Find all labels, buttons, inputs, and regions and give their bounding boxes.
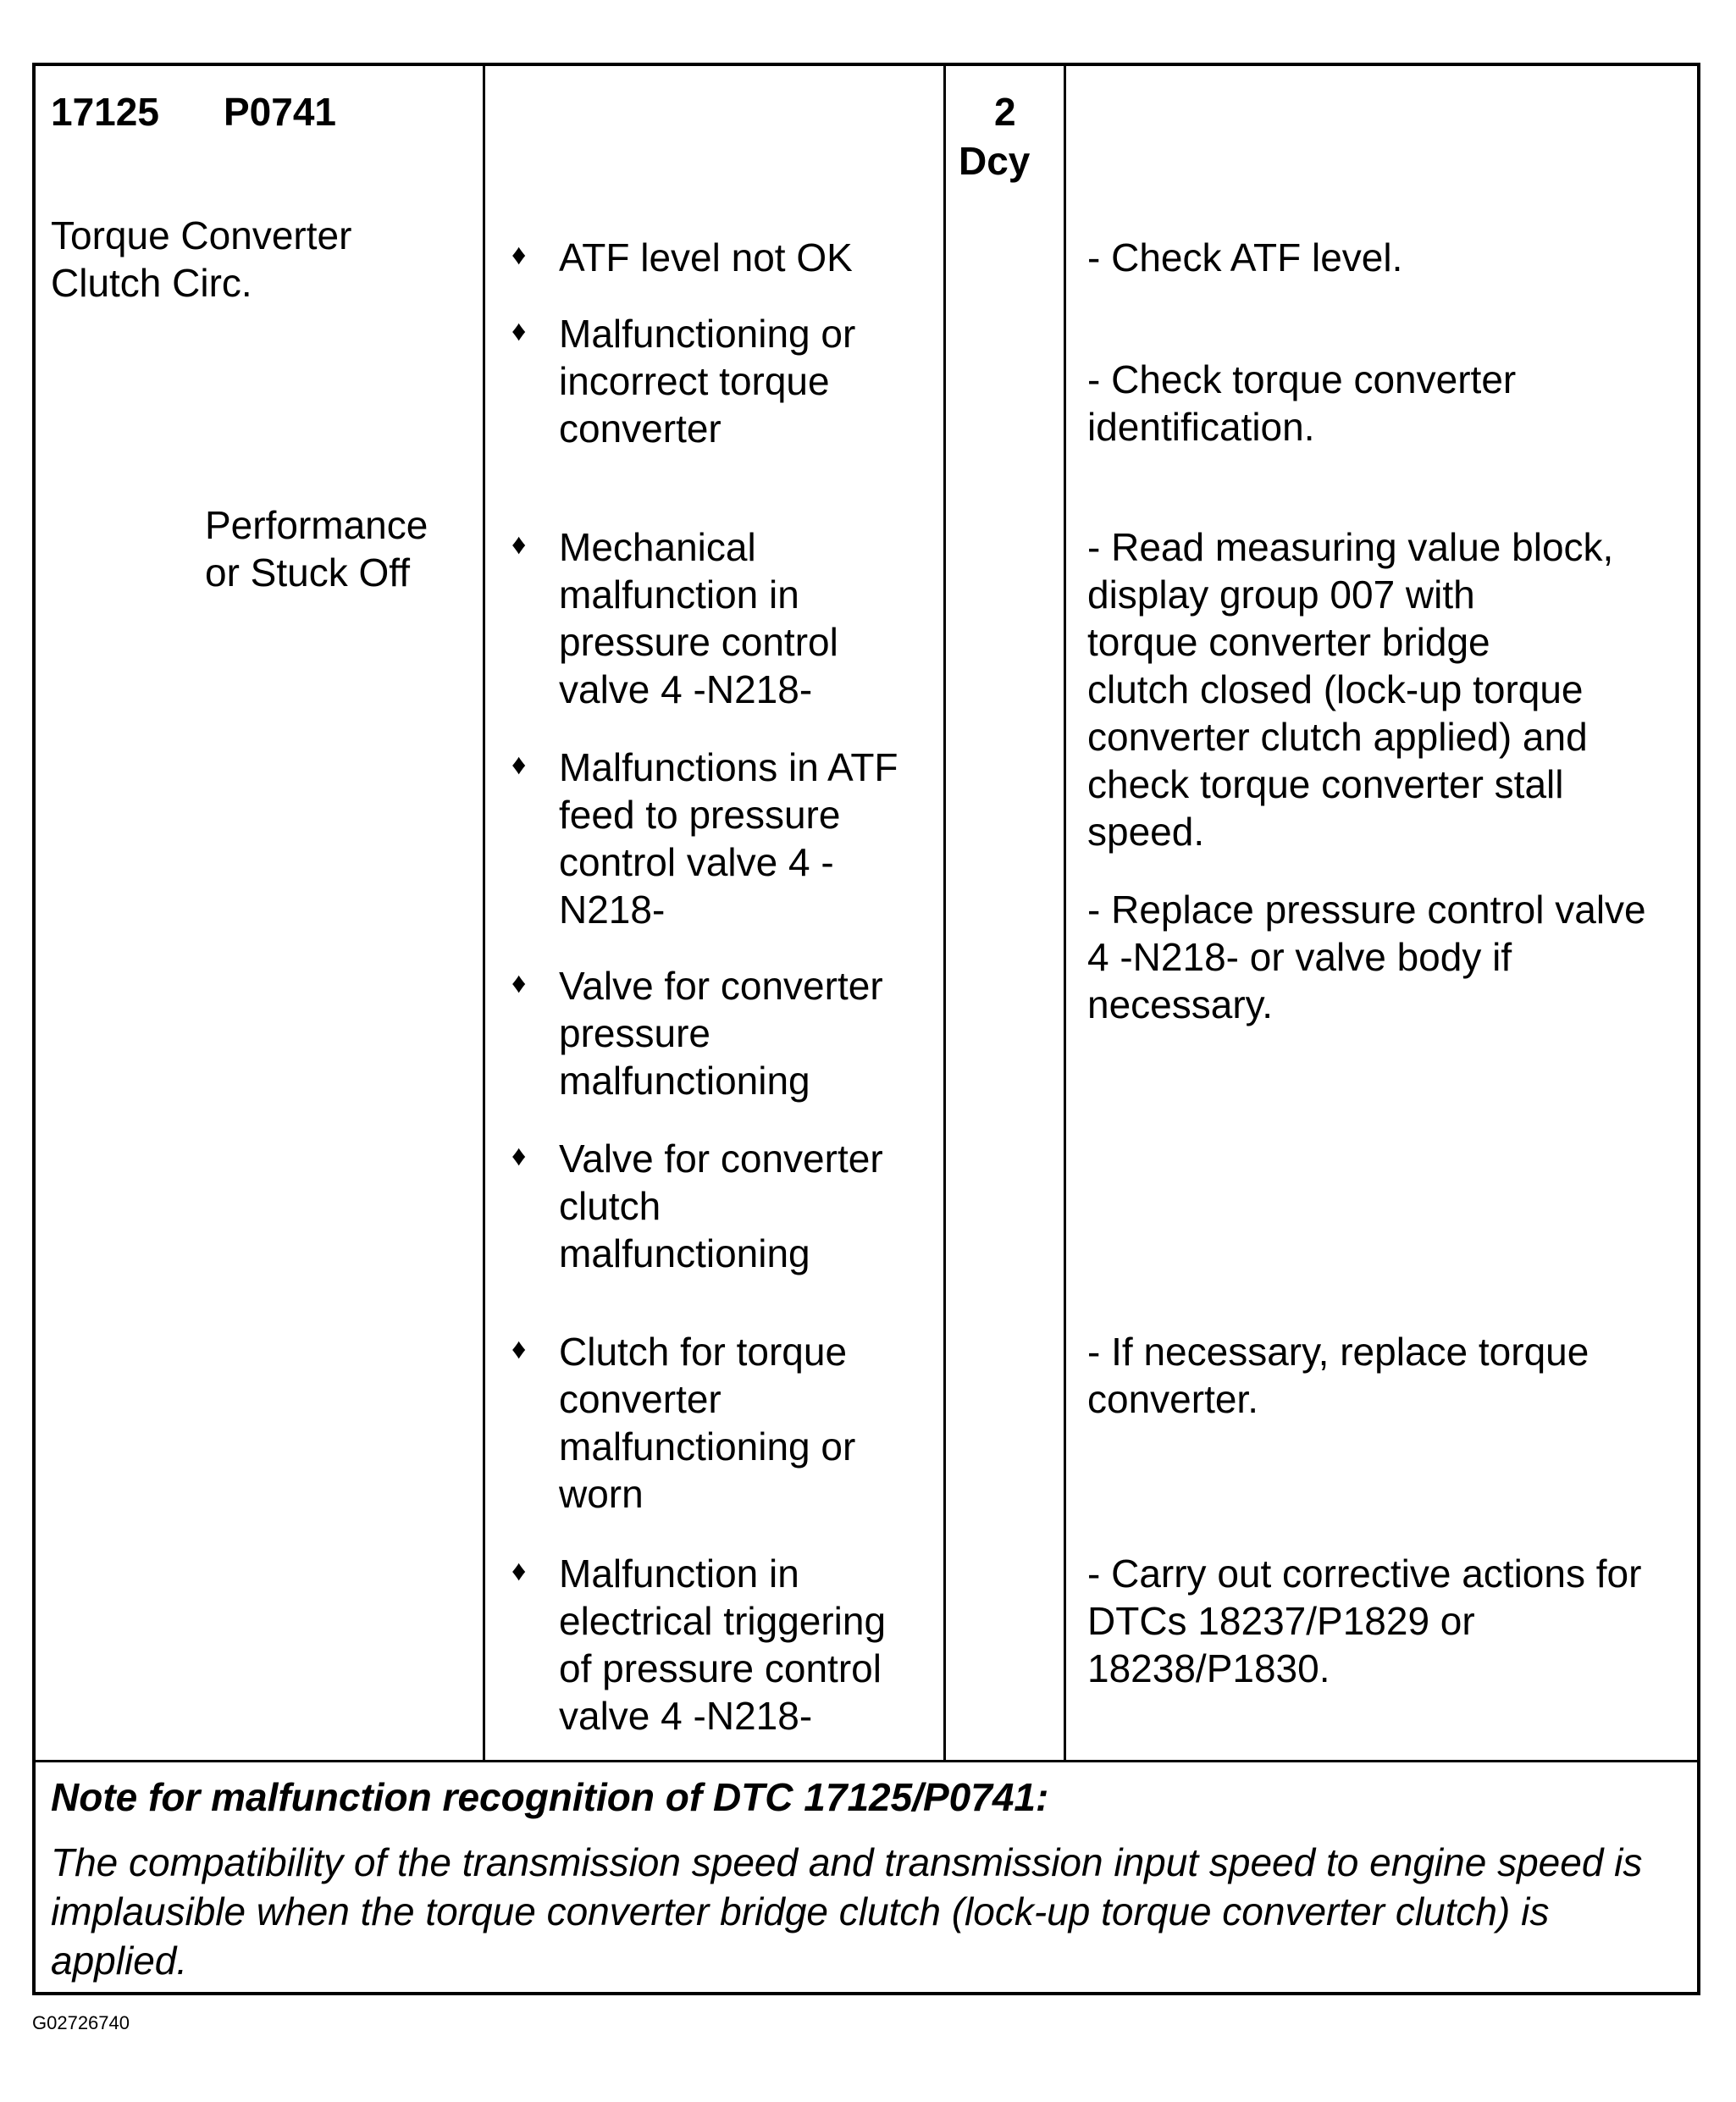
cause-line: feed to pressure — [559, 793, 841, 837]
fault-condition-line2: or Stuck Off — [205, 550, 411, 595]
action-line: identification. — [1087, 405, 1315, 449]
action-line: - Carry out corrective actions for — [1087, 1552, 1642, 1596]
cause-line: N218- — [559, 888, 666, 932]
diamond-bullet-icon: ♦ — [511, 1140, 527, 1172]
cause-line: ATF level not OK — [559, 235, 853, 279]
action-line: converter. — [1087, 1377, 1258, 1421]
action-item — [1087, 356, 1516, 451]
action-item — [1087, 1550, 1641, 1692]
cause-line: converter — [559, 407, 721, 451]
cause-line: clutch — [559, 1184, 661, 1228]
cause-line: malfunction in — [559, 573, 799, 617]
action-line: - Check ATF level. — [1087, 235, 1403, 279]
dtc-table — [32, 63, 1700, 1995]
fault-condition-line1: Performance — [205, 503, 428, 547]
action-line: - Check torque converter — [1087, 357, 1517, 401]
cause-line: malfunctioning — [559, 1059, 810, 1103]
cause-line: Valve for converter — [559, 1137, 883, 1181]
action-line: 18238/P1830. — [1087, 1646, 1330, 1690]
cause-line: control valve 4 - — [559, 840, 834, 884]
action-line: converter clutch applied) and — [1087, 715, 1588, 759]
cause-line: Clutch for torque — [559, 1330, 848, 1374]
obd-code: P0741 — [224, 90, 337, 134]
diamond-bullet-icon: ♦ — [511, 315, 527, 347]
action-line: DTCs 18237/P1829 or — [1087, 1599, 1475, 1643]
cause-line: Mechanical — [559, 525, 756, 569]
cause-line: electrical triggering — [559, 1599, 887, 1643]
fault-name-line2: Clutch Circ. — [51, 261, 252, 305]
diamond-bullet-icon: ♦ — [511, 1555, 527, 1587]
column-divider — [943, 66, 946, 1760]
note-text: The compatibility of the transmission speed and transmission input speed to engine speed is implausible when the torque converter bridge clutch (lock-up torque converter clutch) is applied. — [51, 1840, 1643, 1983]
cause-line: malfunctioning or — [559, 1424, 856, 1469]
action-line: speed. — [1087, 810, 1205, 854]
diamond-bullet-icon: ♦ — [511, 967, 527, 999]
cause-line: malfunctioning — [559, 1231, 810, 1275]
cause-line: incorrect torque — [559, 359, 830, 403]
cause-line: pressure — [559, 1011, 710, 1055]
figure-id: G02726740 — [32, 2012, 130, 2033]
action-line: - If necessary, replace torque — [1087, 1330, 1589, 1374]
column-divider — [483, 66, 485, 1760]
row-divider — [36, 1760, 1697, 1762]
cause-line: of pressure control — [559, 1646, 882, 1690]
diamond-bullet-icon: ♦ — [511, 528, 527, 561]
action-item — [1087, 886, 1646, 1028]
cause-line: Malfunctions in ATF — [559, 745, 898, 789]
action-line: necessary. — [1087, 982, 1274, 1026]
cause-line: Malfunctioning or — [559, 312, 856, 356]
action-line: - Read measuring value block, — [1087, 525, 1614, 569]
dtc-code: 17125 — [51, 90, 159, 134]
cause-line: valve 4 -N218- — [559, 667, 813, 711]
note-title: Note for malfunction recognition of DTC 17125/P0741: — [51, 1775, 1049, 1819]
cause-line: Malfunction in — [559, 1552, 799, 1596]
diamond-bullet-icon: ♦ — [511, 239, 527, 271]
diamond-bullet-icon: ♦ — [511, 1333, 527, 1365]
action-line: check torque converter stall — [1087, 762, 1564, 806]
cause-line: converter — [559, 1377, 721, 1421]
fault-name-line1: Torque Converter — [51, 213, 352, 257]
action-line: - Replace pressure control valve — [1087, 888, 1646, 932]
drive-cycles-unit: Dcy — [959, 139, 1031, 183]
action-item — [1087, 523, 1613, 855]
column-divider — [1064, 66, 1066, 1760]
cause-line: valve 4 -N218- — [559, 1694, 813, 1738]
cause-line: pressure control — [559, 620, 838, 664]
action-line: torque converter bridge — [1087, 620, 1490, 664]
action-line: clutch closed (lock-up torque — [1087, 667, 1584, 711]
action-item — [1087, 234, 1402, 281]
cause-line: Valve for converter — [559, 964, 883, 1008]
action-line: 4 -N218- or valve body if — [1087, 935, 1512, 979]
diamond-bullet-icon: ♦ — [511, 749, 527, 781]
cause-line: worn — [559, 1472, 644, 1516]
action-line: display group 007 with — [1087, 573, 1475, 617]
action-item — [1087, 1328, 1589, 1423]
drive-cycles-count: 2 — [994, 90, 1016, 134]
